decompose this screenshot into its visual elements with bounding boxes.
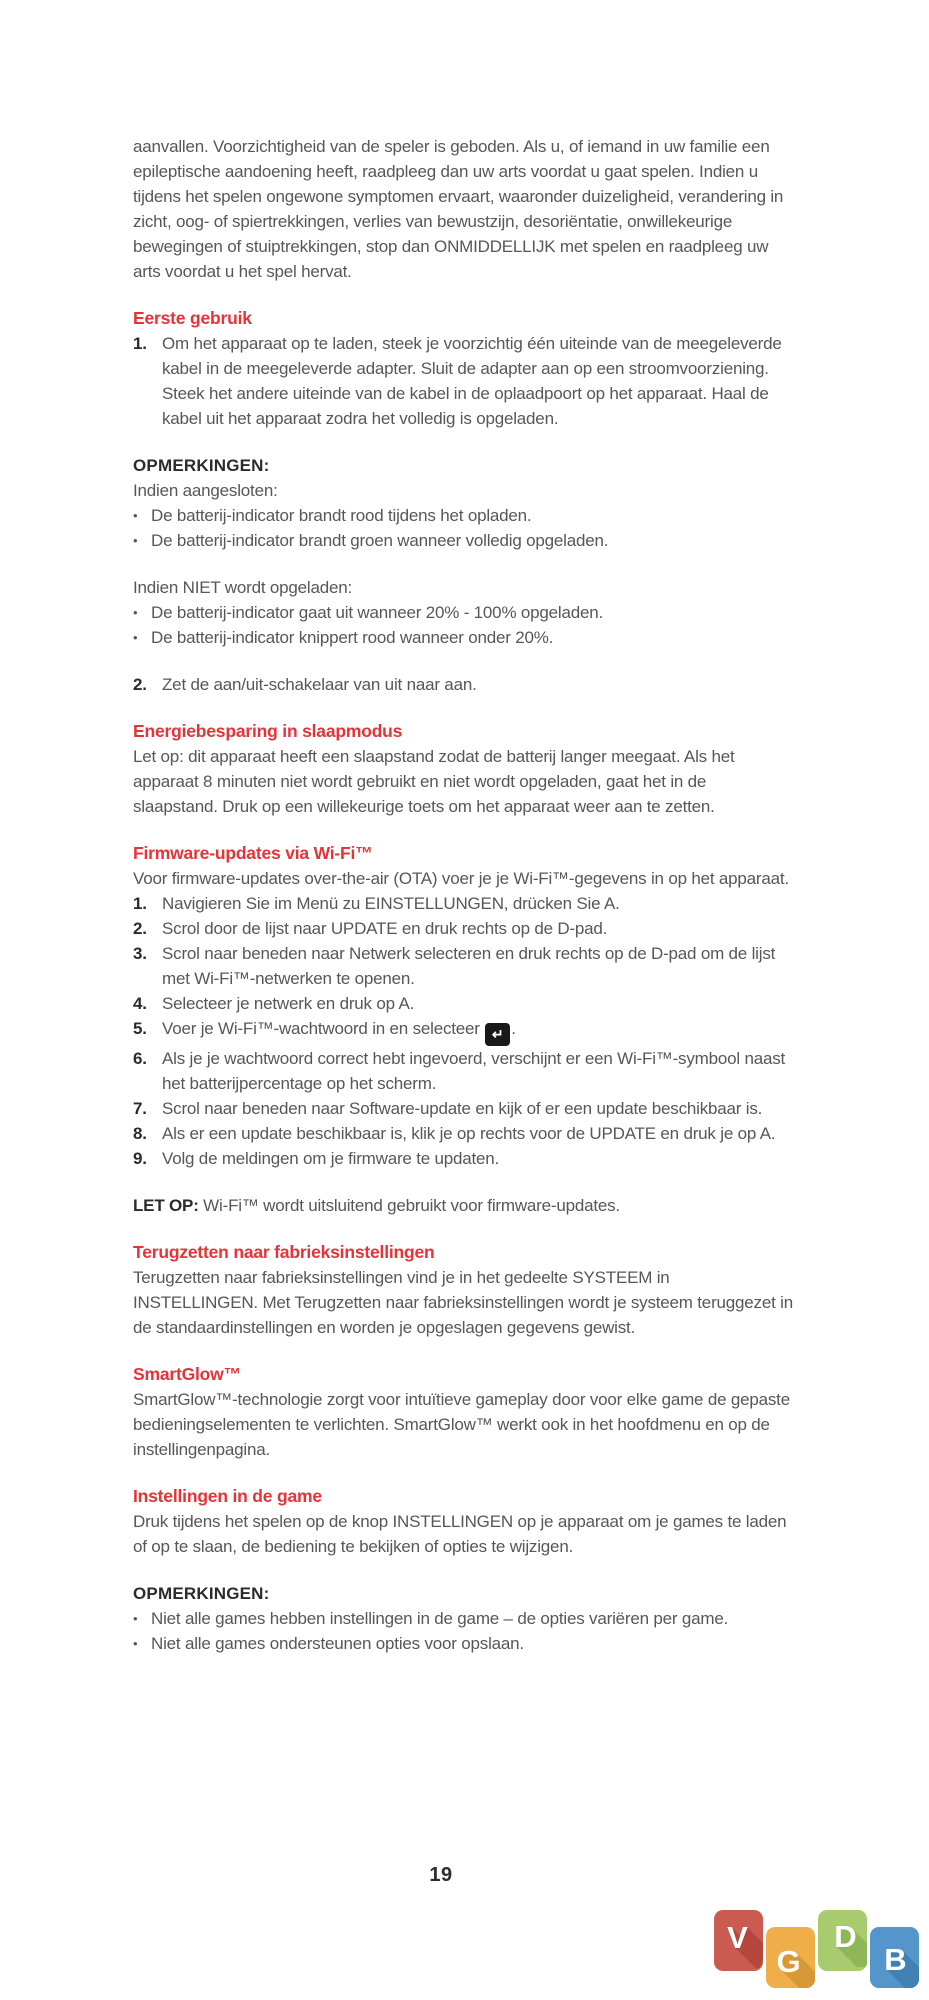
numbered-item bbox=[133, 1096, 795, 1121]
bullet-text: De batterij-indicator brandt rood tijdens het opladen. bbox=[151, 506, 532, 525]
bullet-item bbox=[133, 1606, 795, 1631]
numbered-list bbox=[133, 331, 795, 431]
section-heading: Instellingen in de game bbox=[133, 1486, 322, 1506]
paragraph: Terugzetten naar fabrieksinstellingen vind je in het gedeelte SYSTEEM in INSTELLINGEN. Met Terugzetten naar fabrieksinstellingen wordt je systeem teruggezet in de standaardinstellingen en worden je opgeslagen gegevens gewist. bbox=[133, 1268, 793, 1337]
item-number: 2. bbox=[133, 675, 147, 694]
bullet-list bbox=[133, 600, 795, 650]
item-number: 7. bbox=[133, 1099, 147, 1118]
bullet-dot: • bbox=[133, 533, 138, 548]
item-number: 4. bbox=[133, 994, 147, 1013]
page-content bbox=[133, 134, 795, 1656]
numbered-item bbox=[133, 991, 795, 1016]
item-text: Selecteer je netwerk en druk op A. bbox=[162, 994, 415, 1013]
bullet-item bbox=[133, 503, 795, 528]
bullet-text: Niet alle games ondersteunen opties voor opslaan. bbox=[151, 1634, 524, 1653]
bullet-dot: • bbox=[133, 630, 138, 645]
logo-tile-g bbox=[766, 1927, 815, 1988]
numbered-list bbox=[133, 672, 795, 697]
section-heading: Energiebesparing in slaapmodus bbox=[133, 721, 403, 741]
logo-letter-v: V bbox=[727, 1919, 748, 1955]
text-line: Indien aangesloten: bbox=[133, 481, 278, 500]
logo-tile-d bbox=[818, 1910, 867, 1971]
logo-letter-g: G bbox=[776, 1943, 801, 1979]
paragraph: Druk tijdens het spelen op de knop INSTELLINGEN op je apparaat om je games te laden of op te slaan, de bediening te bekijken of opties te wijzigen. bbox=[133, 1512, 787, 1556]
numbered-item bbox=[133, 916, 795, 941]
numbered-item bbox=[133, 1016, 795, 1046]
item-text: Scrol door de lijst naar UPDATE en druk rechts op de D-pad. bbox=[162, 919, 608, 938]
item-number: 3. bbox=[133, 944, 147, 963]
item-text: Als je je wachtwoord correct hebt ingevoerd, verschijnt er een Wi-Fi™-symbool naast het batterijpercentage op het scherm. bbox=[162, 1049, 786, 1093]
bullet-dot: • bbox=[133, 1636, 138, 1651]
bullet-dot: • bbox=[133, 1611, 138, 1626]
item-text: Voer je Wi-Fi™-wachtwoord in en selecteer ↵ . bbox=[162, 1016, 795, 1046]
section-heading: Terugzetten naar fabrieksinstellingen bbox=[133, 1242, 435, 1262]
bullet-list bbox=[133, 503, 795, 553]
bullet-text: De batterij-indicator gaat uit wanneer 20% - 100% opgeladen. bbox=[151, 603, 604, 622]
bullet-item bbox=[133, 600, 795, 625]
logo-letter-d: D bbox=[834, 1918, 857, 1954]
bullet-dot: • bbox=[133, 508, 138, 523]
numbered-item bbox=[133, 331, 795, 431]
item-text: Scrol naar beneden naar Netwerk selecteren en druk rechts op de D-pad om de lijst met Wi-Fi™-netwerken te openen. bbox=[162, 944, 776, 988]
notes-label: OPMERKINGEN: bbox=[133, 1584, 270, 1603]
item-number: 2. bbox=[133, 919, 147, 938]
paragraph: LET OP: Wi-Fi™ wordt uitsluitend gebruikt voor firmware-updates. bbox=[133, 1196, 620, 1215]
paragraph: Voor firmware-updates over-the-air (OTA) voer je je Wi-Fi™-gegevens in op het apparaat. bbox=[133, 869, 789, 888]
logo-tile-b bbox=[870, 1927, 919, 1988]
text-line: Indien NIET wordt opgeladen: bbox=[133, 578, 353, 597]
numbered-item bbox=[133, 1121, 795, 1146]
paragraph-bold-prefix: LET OP: bbox=[133, 1196, 199, 1215]
bullet-item bbox=[133, 1631, 795, 1656]
notes-label: OPMERKINGEN: bbox=[133, 456, 270, 475]
bullet-list bbox=[133, 1606, 795, 1656]
item-number: 6. bbox=[133, 1049, 147, 1068]
item-number: 1. bbox=[133, 334, 147, 353]
bullet-text: De batterij-indicator knippert rood wanneer onder 20%. bbox=[151, 628, 554, 647]
item-text: Als er een update beschikbaar is, klik je op rechts voor de UPDATE en druk je op A. bbox=[162, 1124, 776, 1143]
paragraph: Let op: dit apparaat heeft een slaapstand zodat de batterij langer meegaat. Als het apparaat 8 minuten niet wordt gebruikt en niet wordt opgeladen, gaat het in de slaapstand. Druk op een willekeurige toets om het apparaat weer aan te zetten. bbox=[133, 747, 735, 816]
numbered-item bbox=[133, 891, 795, 916]
numbered-item bbox=[133, 672, 795, 697]
section-heading: Firmware-updates via Wi-Fi™ bbox=[133, 843, 373, 863]
item-text: Navigieren Sie im Menü zu EINSTELLUNGEN, drücken Sie A. bbox=[162, 894, 620, 913]
bullet-item bbox=[133, 528, 795, 553]
vgdb-logo bbox=[714, 1910, 922, 1988]
section-heading: Eerste gebruik bbox=[133, 308, 252, 328]
item-text: Volg de meldingen om je firmware te updaten. bbox=[162, 1149, 500, 1168]
enter-key-icon: ↵ bbox=[485, 1023, 510, 1046]
item-text: Zet de aan/uit-schakelaar van uit naar aan. bbox=[162, 675, 477, 694]
item-number: 5. bbox=[133, 1019, 147, 1038]
bullet-dot: • bbox=[133, 605, 138, 620]
item-number: 1. bbox=[133, 894, 147, 913]
item-number: 9. bbox=[133, 1149, 147, 1168]
page-number: 19 bbox=[429, 1864, 453, 1886]
section-heading: SmartGlow™ bbox=[133, 1364, 241, 1384]
numbered-item bbox=[133, 941, 795, 991]
numbered-list bbox=[133, 891, 795, 1171]
bullet-text: De batterij-indicator brandt groen wanneer volledig opgeladen. bbox=[151, 531, 609, 550]
paragraph: SmartGlow™-technologie zorgt voor intuïtieve gameplay door voor elke game de gepaste bedieningselementen te verlichten. SmartGlow™ werkt ook in het hoofdmenu en op de instellingenpagina. bbox=[133, 1390, 790, 1459]
bullet-text: Niet alle games hebben instellingen in de game – de opties variëren per game. bbox=[151, 1609, 729, 1628]
numbered-item bbox=[133, 1046, 795, 1096]
logo-tile-v bbox=[714, 1910, 763, 1971]
item-number: 8. bbox=[133, 1124, 147, 1143]
numbered-item bbox=[133, 1146, 795, 1171]
paragraph: aanvallen. Voorzichtigheid van de speler is geboden. Als u, of iemand in uw familie een epileptische aandoening heeft, raadpleeg dan uw arts voordat u gaat spelen. Indien u tijdens het spelen ongewone symptomen ervaart, waaronder duizeligheid, verandering in zicht, oog- of spiertrekkingen, verlies van bewustzijn, desoriëntatie, onwillekeurige bewegingen of stuiptrekkingen, stop dan ONMIDDELLIJK met spelen en raadpleeg uw arts voordat u het spel hervat. bbox=[133, 137, 784, 281]
bullet-item bbox=[133, 625, 795, 650]
item-text: Om het apparaat op te laden, steek je voorzichtig één uiteinde van de meegeleverde kabel in de meegeleverde adapter. Sluit de adapter aan op een stroomvoorziening. Steek het andere uiteinde van de kabel in de oplaadpoort op het apparaat. Haal de kabel uit het apparaat zodra het volledig is opgeladen. bbox=[162, 334, 782, 428]
logo-letter-b: B bbox=[884, 1941, 907, 1977]
item-text: Scrol naar beneden naar Software-update en kijk of er een update beschikbaar is. bbox=[162, 1099, 763, 1118]
